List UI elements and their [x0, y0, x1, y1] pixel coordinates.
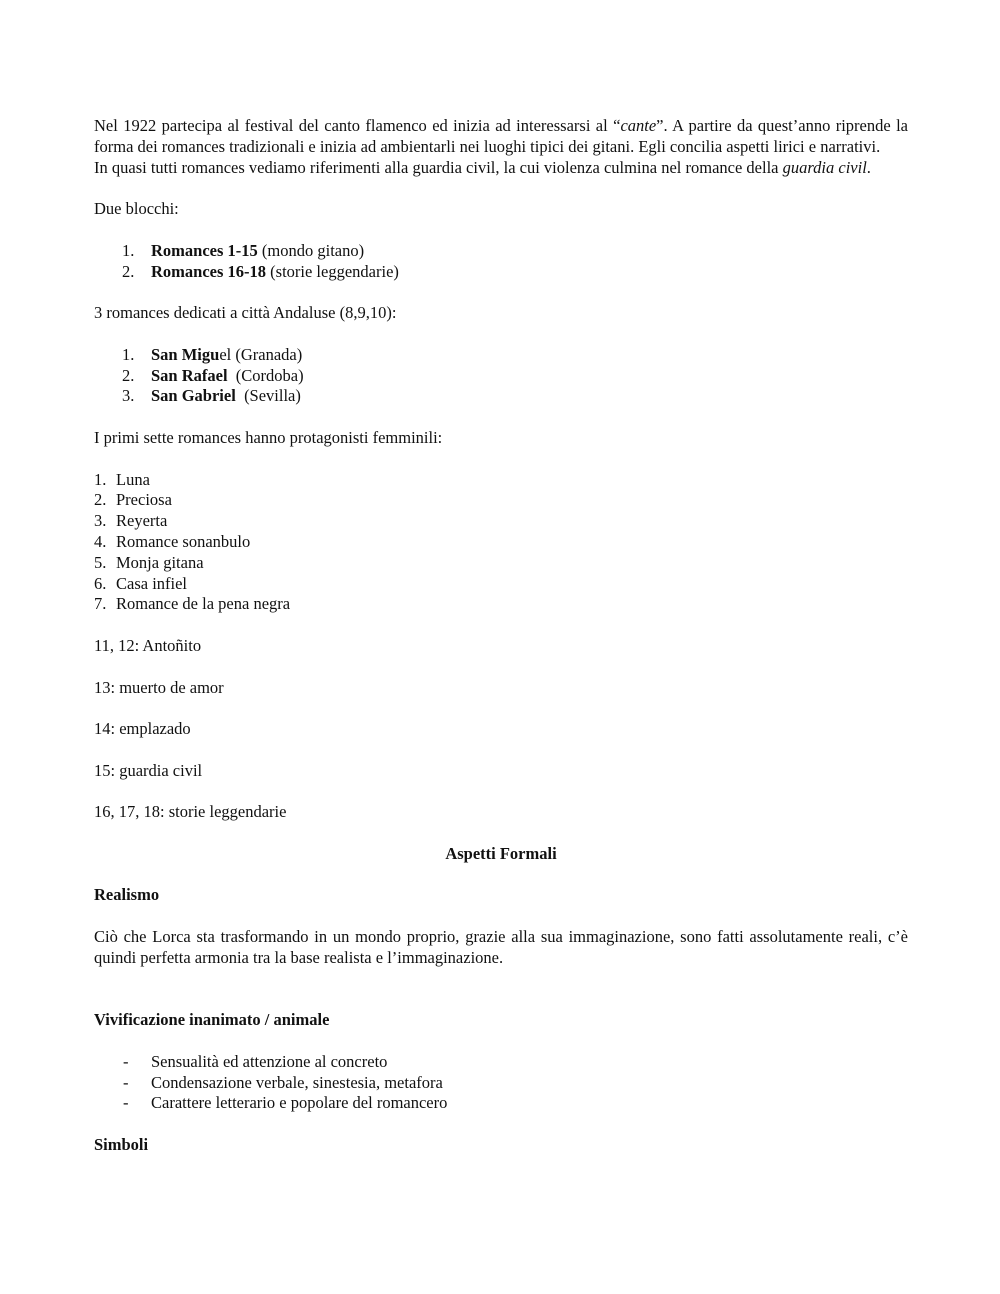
list-item [94, 386, 908, 407]
intro-paragraph-1 [94, 116, 908, 158]
list-item [94, 470, 908, 491]
list-text: (mondo gitano) [257, 240, 365, 260]
subsection-heading-text: Vivificazione inanimato / animale [94, 1010, 330, 1030]
list-text: Casa infiel [116, 573, 188, 593]
list-number: 2. [122, 365, 135, 385]
list-number: 7. [94, 594, 107, 614]
list-text: Reyerta [116, 511, 168, 531]
list-text: Monja gitana [116, 552, 204, 572]
list-bold-text: Romances 16-18 [151, 261, 267, 281]
section-heading [94, 844, 908, 865]
list-number: 6. [94, 573, 107, 593]
list-number: 1. [94, 469, 107, 489]
list-number: 1. [122, 344, 135, 364]
list-bold-text: San Rafael [151, 365, 228, 385]
list-text: Condensazione verbale, sinestesia, metafora [151, 1072, 443, 1092]
other-romance-line: 11, 12: Antoñito [94, 635, 202, 655]
list-item [94, 366, 908, 387]
list-number: 4. [94, 531, 107, 551]
blocks-label: Due blocchi: [94, 199, 179, 219]
blocks-list [94, 241, 908, 283]
list-bold-text: San Gabriel [151, 386, 236, 406]
list-text: Carattere letterario e popolare del romancero [151, 1093, 448, 1113]
list-item [94, 594, 908, 615]
document-page [94, 116, 908, 1156]
vivificazione-list [94, 1052, 908, 1114]
intro-text: In quasi tutti romances vediamo riferimenti alla guardia civil, la cui violenza culmina nel romance della [94, 157, 783, 177]
subsection-heading-text: Realismo [94, 885, 160, 905]
list-number: 2. [122, 261, 135, 281]
list-number: 3. [122, 386, 135, 406]
list-text: Romance de la pena negra [116, 594, 291, 614]
list-item [94, 345, 908, 366]
intro-emphasis: cante [620, 116, 657, 135]
list-number: 5. [94, 552, 107, 572]
female-label: I primi sette romances hanno protagonisti femminili: [94, 427, 443, 447]
subsection-heading-text: Simboli [94, 1135, 149, 1155]
intro-text: Nel 1922 partecipa al festival del canto flamenco ed inizia ad interessarsi al “ [94, 116, 621, 135]
subsection-heading-realismo [94, 885, 908, 906]
dash-bullet: - [123, 1072, 129, 1092]
list-item [94, 262, 908, 283]
list-item [94, 1093, 908, 1114]
list-item [94, 553, 908, 574]
list-number: 2. [94, 490, 107, 510]
list-text: Preciosa [116, 490, 172, 510]
cities-label: 3 romances dedicati a città Andaluse (8,9,10): [94, 303, 397, 323]
list-text: (Sevilla) [235, 386, 301, 406]
list-text: Luna [116, 469, 150, 489]
list-text: Romance sonanbulo [116, 531, 251, 551]
other-romance-line: 13: muerto de amor [94, 677, 224, 697]
list-item [94, 1052, 908, 1073]
list-item [94, 532, 908, 553]
list-bold-text: San Migu [151, 344, 220, 364]
section-heading-text: Aspetti Formali [445, 843, 557, 863]
list-item [94, 490, 908, 511]
list-text: (Cordoba) [227, 365, 304, 385]
other-romance-line: 16, 17, 18: storie leggendarie [94, 802, 287, 822]
list-text: (storie leggendarie) [266, 261, 399, 281]
realismo-paragraph: Ciò che Lorca sta trasformando in un mondo proprio, grazie alla sua immaginazione, sono fatti assolutamente reali, c’è quindi perfetta armonia tra la base realista e l’immaginazione. [94, 927, 908, 967]
list-item [94, 511, 908, 532]
subsection-heading-vivificazione [94, 1010, 908, 1031]
female-list [94, 470, 908, 616]
other-romance-line: 14: emplazado [94, 719, 191, 739]
dash-bullet: - [123, 1051, 129, 1071]
list-item [94, 241, 908, 262]
list-number: 1. [122, 240, 135, 260]
list-item [94, 574, 908, 595]
intro-emphasis: guardia civil [782, 157, 867, 177]
subsection-heading-simboli [94, 1135, 908, 1156]
cities-list [94, 345, 908, 407]
other-romance-line: 15: guardia civil [94, 760, 203, 780]
list-number: 3. [94, 511, 107, 531]
intro-text: ”. A partire da quest’anno riprende la forma dei romances tradizionali e inizia ad ambientarli nei luoghi tipici dei gitani. Egli concilia aspetti lirici e narrativi. [94, 116, 908, 156]
list-text: el (Granada) [219, 344, 303, 364]
list-item [94, 1073, 908, 1094]
dash-bullet: - [123, 1093, 129, 1113]
list-bold-text: Romances 1-15 [151, 240, 258, 260]
intro-text: . [866, 157, 871, 177]
list-text: Sensualità ed attenzione al concreto [151, 1051, 388, 1071]
intro-paragraph-2 [94, 158, 908, 179]
